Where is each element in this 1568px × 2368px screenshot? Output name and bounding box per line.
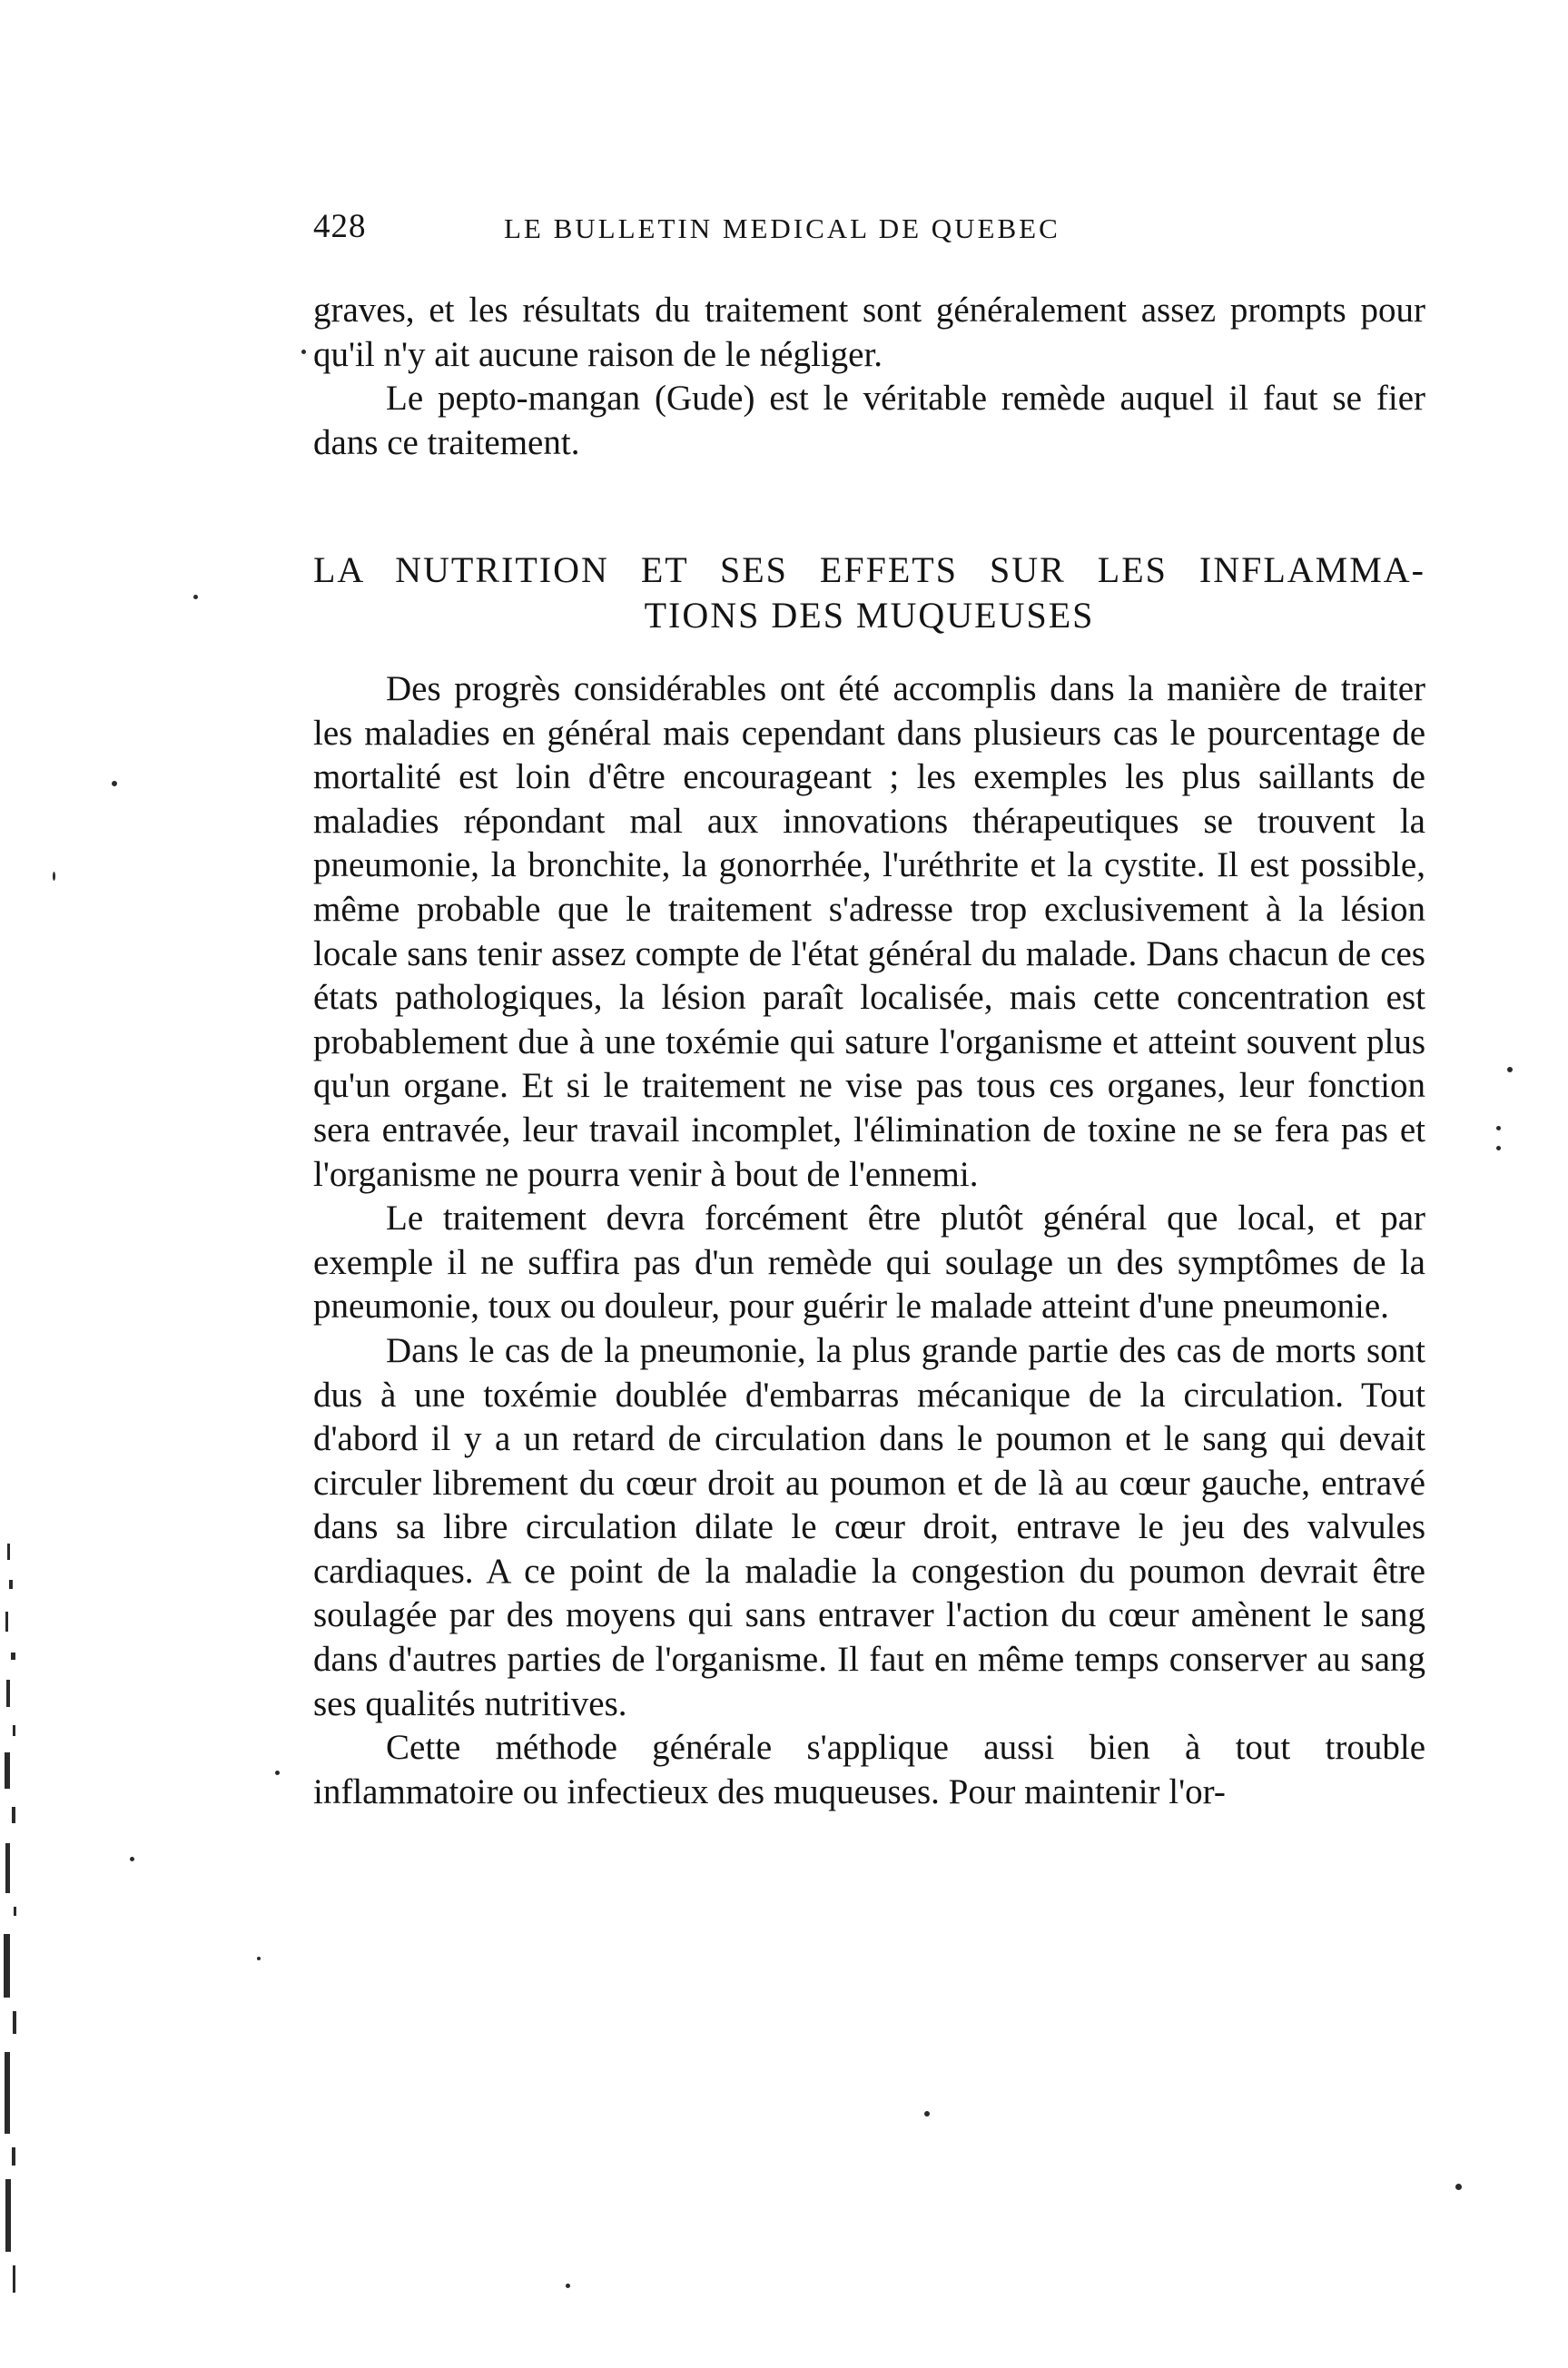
body-paragraph: Le traitement devra forcément être plutôt général que local, et par exemple il ne suffira pas d'un remède qui soulage un des symptômes de la pneumonie, toux ou douleur, pour guérir le malade atteint d'une pneumonie. [313, 1199, 1425, 1327]
running-head [313, 204, 1221, 250]
scan-speck [1496, 1146, 1501, 1150]
journal-title: LE BULLETIN MEDICAL DE QUEBEC [504, 212, 1060, 244]
body-paragraph: Dans le cas de la pneumonie, la plus grande partie des cas de morts sont dus à une toxémie doublée d'embarras mécanique de la circulation. Tout d'abord il y a un retard de circulation dans le poumon et le sang qui devait circuler librement du cœur droit au poumon et de là au cœur gauche, entravé dans sa libre circulation dilate le cœur droit, entrave le jeu des valvules cardiaques. A ce point de la maladie la congestion du poumon devrait être soulagée par des moyens qui sans entraver l'action du cœur amènent le sang dans d'autres parties de l'organisme. Il faut en même temps conserver au sang ses qualités nutritives. [313, 1330, 1425, 1723]
scan-speck [566, 2284, 570, 2288]
scan-speck [257, 1957, 261, 1960]
article-body [313, 667, 1425, 1814]
intro-text [313, 289, 1425, 465]
article-title [313, 548, 1425, 638]
scan-speck [924, 2111, 930, 2116]
scan-speck [1496, 1126, 1501, 1130]
continued-paragraph: graves, et les résultats du traitement sont généralement assez prompts pour qu'il n'y ait aucune raison de le négliger. [313, 291, 1425, 374]
scan-speck [193, 595, 198, 599]
scan-speck [130, 1857, 134, 1861]
scan-speck [1455, 2184, 1462, 2190]
body-paragraph: Cette méthode générale s'applique aussi bien à tout trouble inflammatoire ou infectieux des muqueuses. Pour maintenir l'or- [313, 1728, 1425, 1811]
scan-speck [53, 872, 55, 881]
article-title-line-1: LA NUTRITION ET SES EFFETS SUR LES INFLAMMA- [313, 549, 1425, 590]
scan-speck [1507, 1067, 1513, 1072]
scan-speck [301, 350, 306, 354]
scan-speck [275, 1771, 280, 1775]
scan-margin-streak [0, 1544, 42, 2306]
pepto-mangan-paragraph: Le pepto-mangan (Gude) est le véritable remède auquel il faut se fier dans ce traitement. [313, 379, 1425, 462]
body-paragraph: Des progrès considérables ont été accomplis dans la manière de traiter les maladies en général mais cependant dans plusieurs cas le pourcentage de mortalité est loin d'être encourageant ; les exemples les plus saillants de maladies répondant mal aux innovations thérapeutiques se trouvent la pneumonie, la bronchite, la gonorrhée, l'uréthrite et la cystite. Il est possible, même probable que le traitement s'adresse trop exclusivement à la lésion locale sans tenir assez compte de l'état général du malade. Dans chacun de ces états pathologiques, la lésion paraît localisée, mais cette concentration est probablement due à une toxémie qui sature l'organisme et atteint souvent plus qu'un organe. Et si le traitement ne vise pas tous ces organes, leur fonction sera entravée, leur travail incomplet, l'élimination de toxine ne se fera pas et l'organisme ne pourra venir à bout de l'ennemi. [313, 669, 1425, 1194]
article-title-line-2: TIONS DES MUQUEUSES [644, 595, 1095, 636]
page-number: 428 [313, 208, 367, 245]
scan-speck [112, 781, 117, 786]
